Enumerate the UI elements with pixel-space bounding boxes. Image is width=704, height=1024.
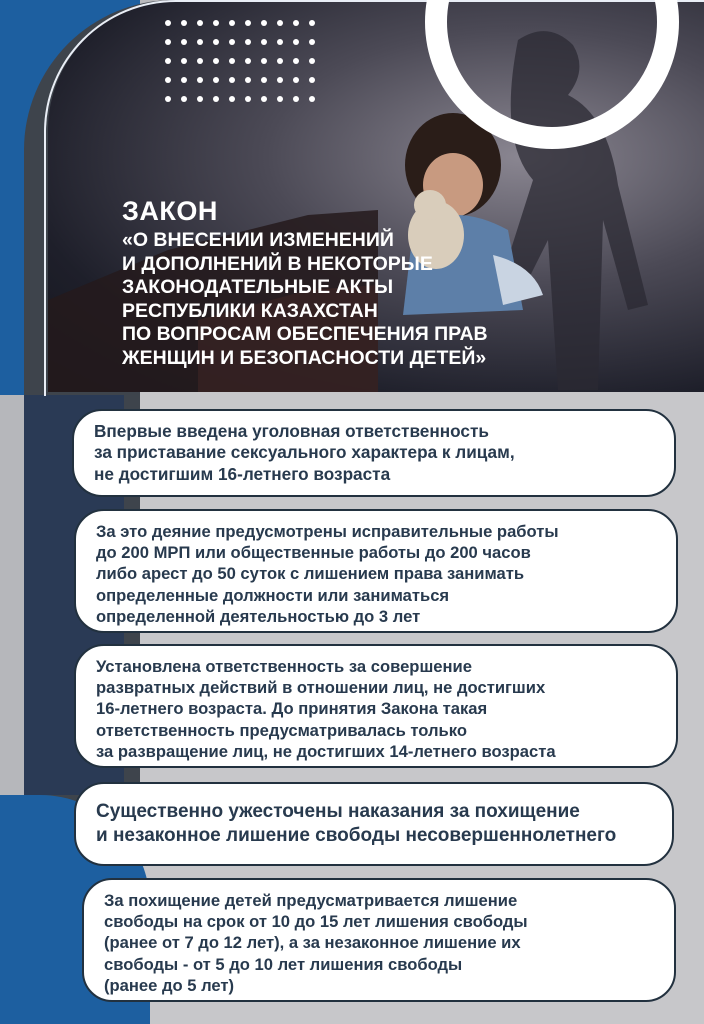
fact-box-3: Установлена ответственность за совершение развратных действий в отношении лиц, не достигших 16-летнего возраста. До принятия Закона такая ответственность предусматривалась только за развращение лиц, не достигших 14-летнего возраста	[74, 644, 678, 768]
dot-grid-decoration	[165, 20, 325, 102]
title-heading: ЗАКОН	[122, 196, 218, 226]
fact-box-5: За похищение детей предусматривается лишение свободы на срок от 10 до 15 лет лишения свободы (ранее от 7 до 12 лет), а за незаконное лишение их свободы - от 5 до 10 лет лишения свободы (ранее до 5 лет)	[82, 878, 676, 1002]
fact-box-1: Впервые введена уголовная ответственность за приставание сексуального характера к лицам, не достигшим 16-летнего возраста	[72, 409, 676, 497]
fact-box-4: Существенно ужесточены наказания за похищение и незаконное лишение свободы несовершеннолетнего	[74, 782, 674, 866]
fact-box-2: За это деяние предусмотрены исправительные работы до 200 МРП или общественные работы до 200 часов либо арест до 50 суток с лишением права занимать определенные должности или заниматься определенной деятельностью до 3 лет	[74, 509, 678, 633]
law-title	[122, 196, 582, 371]
title-subtitle: «О ВНЕСЕНИИ ИЗМЕНЕНИЙ И ДОПОЛНЕНИЙ В НЕКОТОРЫЕ ЗАКОНОДАТЕЛЬНЫЕ АКТЫ РЕСПУБЛИКИ КАЗАХСТАН ПО ВОПРОСАМ ОБЕСПЕЧЕНИЯ ПРАВ ЖЕНЩИН И БЕЗОПАСНОСТИ ДЕТЕЙ»	[122, 229, 488, 369]
